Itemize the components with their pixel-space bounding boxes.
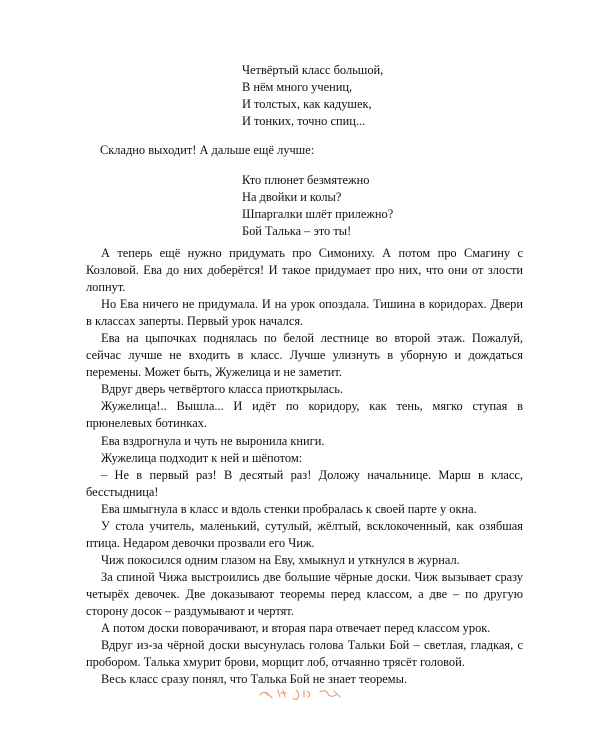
paragraph: Жужелица!.. Вышла... И идёт по коридору, как тень, мягко ступая в прюнелевых ботинках. xyxy=(86,399,523,431)
ornament-stroke xyxy=(266,692,272,698)
paragraph: Но Ева ничего не придумала. И на урок опоздала. Тишина в коридорах. Двери в классах заперты. Первый урок начался. xyxy=(86,297,523,329)
paragraph: Жужелица подходит к ней и шёпотом: xyxy=(101,450,303,465)
prose-line: Складно выходит! А дальше ещё лучше: xyxy=(100,143,315,157)
paragraph: Вдруг из-за чёрной доски высунулась голова Тальки Бой – светлая, гладкая, с пробором. Талька хмурит брови, морщит лоб, отчаянно трясёт головой. xyxy=(86,638,523,670)
ornament-stroke xyxy=(320,691,336,696)
paragraph: За спиной Чижа выстроились две большие чёрные доски. Чиж вызывает сразу четырёх девочек. Две доказывают теоремы перед классом, а две – по другую сторону досок – раздумывают и чертят. xyxy=(86,569,523,618)
poem-line: Четвёртый класс большой, xyxy=(242,63,384,77)
poem-stanza-2 xyxy=(242,172,393,240)
paragraph: Чиж покосился одним глазом на Еву, хмыкнул и уткнулся в журнал. xyxy=(101,552,460,567)
poem-line: Кто плюнет безмятежно xyxy=(242,173,370,187)
ornament-stroke xyxy=(293,690,299,700)
paragraph: У стола учитель, маленький, сутулый, жёлтый, всклокоченный, как озябшая птица. Недаром девочки прозвали его Чиж. xyxy=(86,518,523,550)
poem-line: Шпаргалки шлёт прилежно? xyxy=(242,207,394,222)
paragraph: А теперь ещё нужно придумать про Симониху. А потом про Смагину с Козловой. Ева до них доберётся! И такое придумает про них, что они от злости лопнут. xyxy=(86,246,523,295)
paragraph: А потом доски поворачивают, и вторая пара отвечает перед классом урок. xyxy=(101,621,491,636)
paragraph: Ева вздрогнула и чуть не выронила книги. xyxy=(101,433,325,448)
poem-line: Бой Талька – это ты! xyxy=(242,224,352,239)
paragraph: Ева на цыпочках поднялась по белой лестнице во второй этаж. Пожалуй, сейчас лучше не входить в класс. Лучше улизнуть в уборную и дождаться перемены. Может быть, Жужелица и не заметит. xyxy=(86,331,523,380)
poem-line: В нём много учениц, xyxy=(242,80,353,95)
paragraph: Весь класс сразу понял, что Талька Бой не знает теоремы. xyxy=(101,672,408,687)
page-ornament xyxy=(256,686,346,702)
prose-body xyxy=(86,245,523,688)
paragraph: – Не в первый раз! В десятый раз! Доложу начальнице. Марш в класс, бесстыдница! xyxy=(86,467,523,499)
paragraph: Ева шмыгнула в класс и вдоль стенки пробралась к своей парте у окна. xyxy=(101,501,477,516)
ornament-stroke xyxy=(278,690,280,697)
poem-line: И тонких, точно спиц... xyxy=(242,114,366,129)
poem-line: На двойки и колы? xyxy=(242,190,342,205)
poem-line: И толстых, как кадушек, xyxy=(242,97,372,112)
ornament-stroke xyxy=(307,691,310,697)
poem-stanza-1 xyxy=(242,62,383,130)
paragraph: Вдруг дверь четвёртого класса приоткрылась. xyxy=(101,382,344,397)
